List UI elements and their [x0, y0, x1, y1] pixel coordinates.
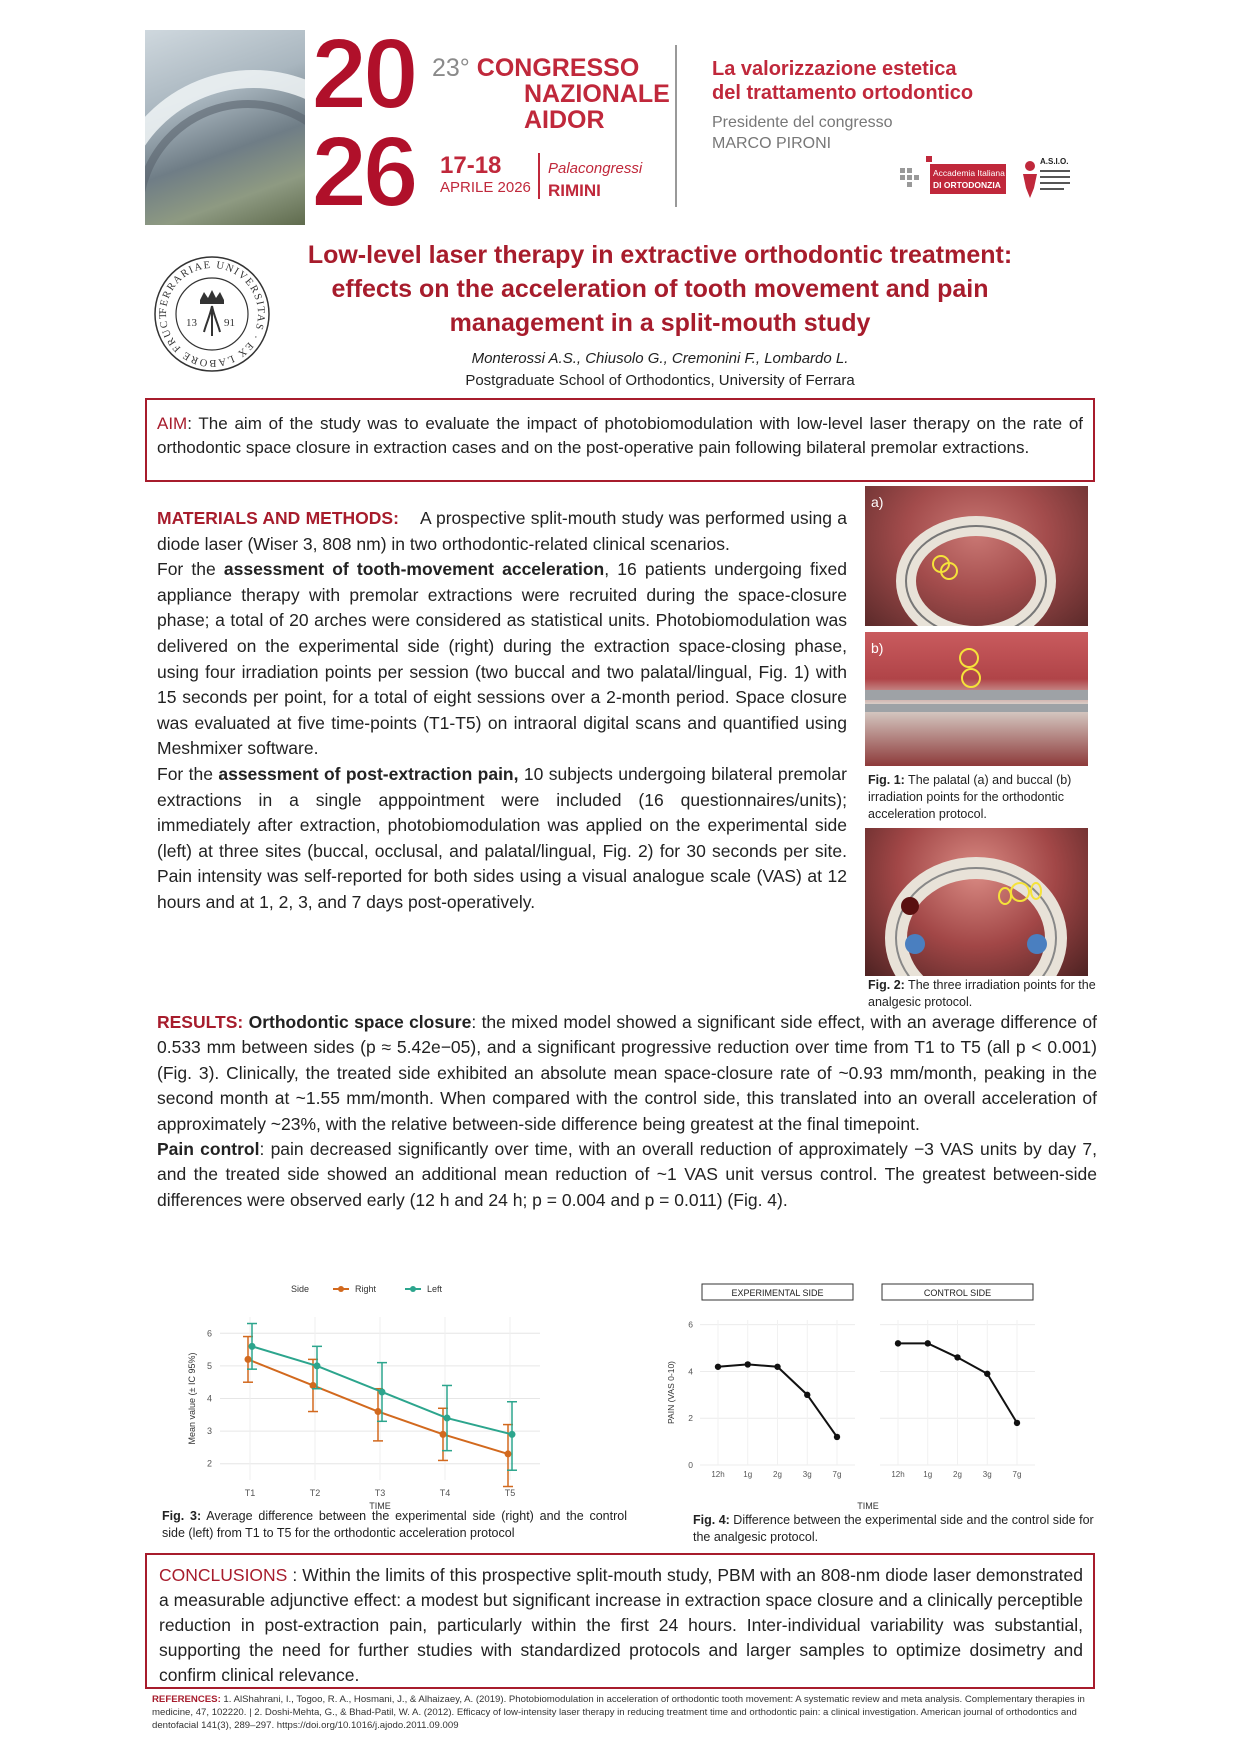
data-point	[774, 1364, 780, 1370]
legend-entry: Left	[427, 1284, 443, 1294]
svg-text:FERRARIAE UNIVERSITAS · EX LAB: FERRARIAE UNIVERSITAS · EX LABORE FRUCT	[157, 259, 267, 369]
x-axis-label: TIME	[369, 1501, 391, 1511]
data-point	[804, 1392, 810, 1398]
divider	[675, 45, 677, 207]
svg-text:91: 91	[224, 317, 235, 329]
facet-label: EXPERIMENTAL SIDE	[731, 1288, 824, 1298]
y-axis-label: Mean value (± IC 95%)	[187, 1352, 197, 1445]
data-point	[375, 1408, 382, 1415]
y-tick-label: 4	[688, 1366, 693, 1377]
congress-year-logo: 20 26	[311, 18, 415, 228]
congress-president: Presidente del congresso MARCO PIRONI	[712, 114, 893, 152]
palatal-photo: a)	[865, 486, 1088, 626]
x-axis-label: TIME	[857, 1501, 879, 1511]
data-point	[249, 1343, 256, 1350]
results-subheading: Orthodontic space closure	[248, 1012, 472, 1032]
y-tick-label: 3	[206, 1426, 212, 1437]
data-point	[834, 1434, 840, 1440]
methods-subheading: assessment of post-extraction pain,	[218, 763, 519, 784]
y-tick-label: 0	[688, 1460, 693, 1470]
figure-4-chart	[660, 1275, 1100, 1515]
data-point	[745, 1361, 751, 1367]
results-text: : the mixed model showed a significant side effect, with an average difference of 0.533 mm between sides (p ≈ 5.42e−05), and a significant progressive reduction over time from T1 to T5 (all p < 0.001) (Fig. 3). Clinically, the treated side exhibited an absolute mean space-closure rate of ~0.93 mm/month, peaking in the second month at ~1.55 mm/month. When compared with the control side, this translated into an overall acceleration of approximately ~23%, with the relative between-side difference being greatest at the final timepoint.	[157, 1012, 1097, 1134]
divider	[538, 153, 540, 199]
x-tick-label: 2g	[773, 1470, 782, 1479]
figure-3-caption: Fig. 3: Average difference between the experimental side (right) and the control side (left) from T1 to T5 for the orthodontic acceleration protocol	[162, 1509, 627, 1540]
aim-label: AIM	[157, 414, 188, 433]
data-point	[310, 1382, 317, 1389]
conclusions-label: CONCLUSIONS	[159, 1565, 288, 1585]
data-point	[925, 1340, 931, 1346]
legend-swatch-marker	[410, 1286, 416, 1292]
methods-label: MATERIALS AND METHODS:	[157, 508, 399, 528]
y-tick-label: 2	[688, 1413, 693, 1424]
legend-entry: Right	[355, 1284, 377, 1294]
results-label: RESULTS:	[157, 1012, 244, 1032]
methods-subheading: assessment of tooth-movement acceleration	[223, 559, 605, 580]
x-tick-label: 1g	[923, 1470, 933, 1479]
conclusions-text: : Within the limits of this prospective split-mouth study, PBM with an 808-nm diode laser demonstrated a measurable adjunctive effect: a modest but significant increase in extraction space closure and a clinically perceptible reduction in post-extraction pain, particularly within the first 24 hours. Inter-individual variability was substantial, supporting the need for further studies with standardized protocols and larger samples to optimize dosimetry and confirm clinical relevance.	[159, 1565, 1083, 1685]
x-tick-label: 3g	[802, 1470, 812, 1479]
x-tick-label: T5	[504, 1488, 516, 1498]
data-point	[314, 1362, 321, 1369]
data-point	[954, 1354, 960, 1360]
results-section	[157, 1010, 1097, 1213]
data-point	[245, 1356, 252, 1363]
aio-logo	[900, 154, 1008, 198]
data-point	[895, 1340, 901, 1346]
y-axis-label: PAIN (VAS 0-10)	[666, 1361, 676, 1424]
x-tick-label: 12h	[711, 1470, 725, 1479]
congress-name: 23° CONGRESSO NAZIONALE AIDOR	[432, 54, 670, 134]
data-point	[984, 1371, 990, 1377]
methods-text: A prospective split-mouth study was performed using a diode laser (Wiser 3, 808 nm) in two orthodontic-related clinical scenarios.	[157, 508, 847, 554]
methods-text: , 16 patients undergoing fixed appliance therapy with premolar extractions were recruited during the space-closure phase; a total of 20 arches were considered as statistical units. Photobiomodulation was delivered on the experimental side (right) during the extraction space-closing phase, using four irradiation points per session (two buccal and two palatal/lingual, Fig. 1) with 15 seconds per point, for a total of eight sessions over a 2-month period. Space closure was evaluated at five time-points (T1-T5) on intraoral digital scans and quantified using Meshmixer software.	[157, 559, 847, 759]
data-point	[440, 1431, 447, 1438]
legend-swatch-marker	[338, 1286, 344, 1292]
svg-text:Accademia Italiana: Accademia Italiana	[933, 168, 1005, 178]
congress-dates: 17-18 APRILE 2026	[440, 152, 531, 196]
congress-theme: La valorizzazione estetica del trattamento ortodontico	[712, 58, 974, 104]
x-tick-label: 12h	[891, 1470, 905, 1479]
svg-text:A.S.I.O.: A.S.I.O.	[1040, 157, 1069, 166]
figure-4-caption: Fig. 4: Difference between the experimental side and the control side for the analgesic protocol.	[693, 1513, 1094, 1544]
x-tick-label: T4	[439, 1488, 451, 1498]
data-point	[505, 1450, 512, 1457]
figure-2-photo	[865, 828, 1088, 976]
results-text: : pain decreased significantly over time, with an overall reduction of approximately −3 VAS units by day 7, and the treated side showed an additional mean reduction of ~1 VAS unit versus control. The greatest between-side differences were observed early (12 h and 24 h; p = 0.004 and p = 0.011) (Fig. 4).	[157, 1139, 1097, 1210]
x-tick-label: T3	[374, 1488, 386, 1498]
y-tick-label: 2	[206, 1458, 212, 1469]
x-tick-label: 7g	[1012, 1470, 1022, 1479]
asio-logo	[1018, 152, 1076, 202]
svg-text:13: 13	[186, 317, 197, 329]
buccal-photo: b)	[865, 632, 1088, 766]
results-subheading: Pain control	[157, 1139, 260, 1160]
y-tick-label: 6	[688, 1319, 693, 1330]
methods-section: MATERIALS AND METHODS: A prospective split-mouth study was performed using a diode laser (Wiser 3, 808 nm) in two orthodontic-related clinical scenarios. For the assessment of tooth-movement acceleration, 16 patients undergoing fixed appliance therapy with premolar extractions were recruited during the space-closure phase; a total of 20 arches were considered as statistical units. Photobiomodulation was delivered on the experimental side (right) during the extraction space-closing phase, using four irradiation points per session (two buccal and two palatal/lingual, Fig. 1) with 15 seconds per point, for a total of eight sessions over a 2-month period. Space closure was evaluated at five time-points (T1-T5) on intraoral digital scans and quantified using Meshmixer software. For the assessment of post-extraction pain, 10 subjects undergoing bilateral premolar extractions in a single apppointment were included (16 questionnaires/units); immediately after extraction, photobiomodulation was applied on the experimental side (left) at three sites (buccal, occlusal, and palatal/lingual, Fig. 2) for 30 seconds per site. Pain intensity was self-reported for both sides using a visual analogue scale (VAS) at 12 hours and at 1, 2, 3, and 7 days post-operatively.	[157, 508, 847, 912]
figure-1-photos	[865, 486, 1088, 766]
figure-2-caption: Fig. 2: The three irradiation points for the analgesic protocol.	[868, 978, 1096, 1009]
x-tick-label: 1g	[743, 1470, 753, 1479]
university-seal	[152, 254, 272, 374]
authors: Monterossi A.S., Chiusolo G., Cremonini F., Lombardo L.	[471, 350, 849, 367]
data-point	[444, 1415, 451, 1422]
data-point	[509, 1431, 516, 1438]
y-tick-label: 5	[206, 1360, 212, 1371]
x-tick-label: 7g	[832, 1470, 842, 1479]
legend-title: Side	[291, 1284, 310, 1294]
poster-title: Low-level laser therapy in extractive orthodontic treatment: effects on the acceleration of tooth movement and pain management in a split-mouth study	[307, 241, 1013, 337]
references: REFERENCES: 1. AlShahrani, I., Togoo, R. A., Hosmani, J., & Alhaizaey, A. (2019). Photobiomodulation in acceleration of orthodontic tooth movement: A systematic review and meta analysis. Complementary therapies in medicine, 47, 102220. | 2. Doshi-Mehta, G., & Bhad-Patil, W. A. (2012). Efficacy of low-intensity laser therapy in reducing treatment time and orthodontic pain: a clinical investigation. American journal of orthodontics and dentofacial 141(3), 289–297. https://doi.org/10.1016/j.ajodo.2011.09.009	[152, 1694, 1085, 1731]
facet-label: CONTROL SIDE	[923, 1288, 992, 1298]
data-point	[1014, 1420, 1020, 1426]
y-tick-label: 6	[206, 1328, 212, 1339]
data-point	[379, 1388, 386, 1395]
svg-text:DI ORTODONZIA: DI ORTODONZIA	[933, 180, 1001, 190]
congress-venue: Palacongressi RIMINI	[548, 160, 643, 200]
congress-venue-photo	[145, 30, 305, 225]
conclusions-box	[145, 1553, 1095, 1689]
figure-3-chart	[150, 1275, 650, 1515]
x-tick-label: 3g	[982, 1470, 992, 1479]
aim-text: : The aim of the study was to evaluate the impact of photobiomodulation with low-level laser therapy on the rate of orthodontic space closure in extraction cases and on the post-operative pain following bilateral premolar extractions.	[157, 414, 1083, 457]
y-tick-label: 4	[206, 1393, 212, 1404]
aim-box	[145, 398, 1095, 482]
x-tick-label: T2	[309, 1488, 321, 1498]
methods-text: 10 subjects undergoing bilateral premolar extractions in a single apppointment were included (16 questionnaires/units); immediately after extraction, photobiomodulation was applied on the experimental side (left) at three sites (buccal, occlusal, and palatal/lingual, Fig. 2) for 30 seconds per site. Pain intensity was self-reported for both sides using a visual analogue scale (VAS) at 12 hours and at 1, 2, 3, and 7 days post-operatively.	[157, 763, 847, 912]
x-tick-label: 2g	[953, 1470, 962, 1479]
figure-1-caption: Fig. 1: The palatal (a) and buccal (b) irradiation points for the orthodontic acceleration protocol.	[868, 773, 1072, 821]
data-point	[715, 1364, 721, 1370]
affiliation: Postgraduate School of Orthodontics, University of Ferrara	[465, 372, 855, 389]
x-tick-label: T1	[244, 1488, 256, 1498]
